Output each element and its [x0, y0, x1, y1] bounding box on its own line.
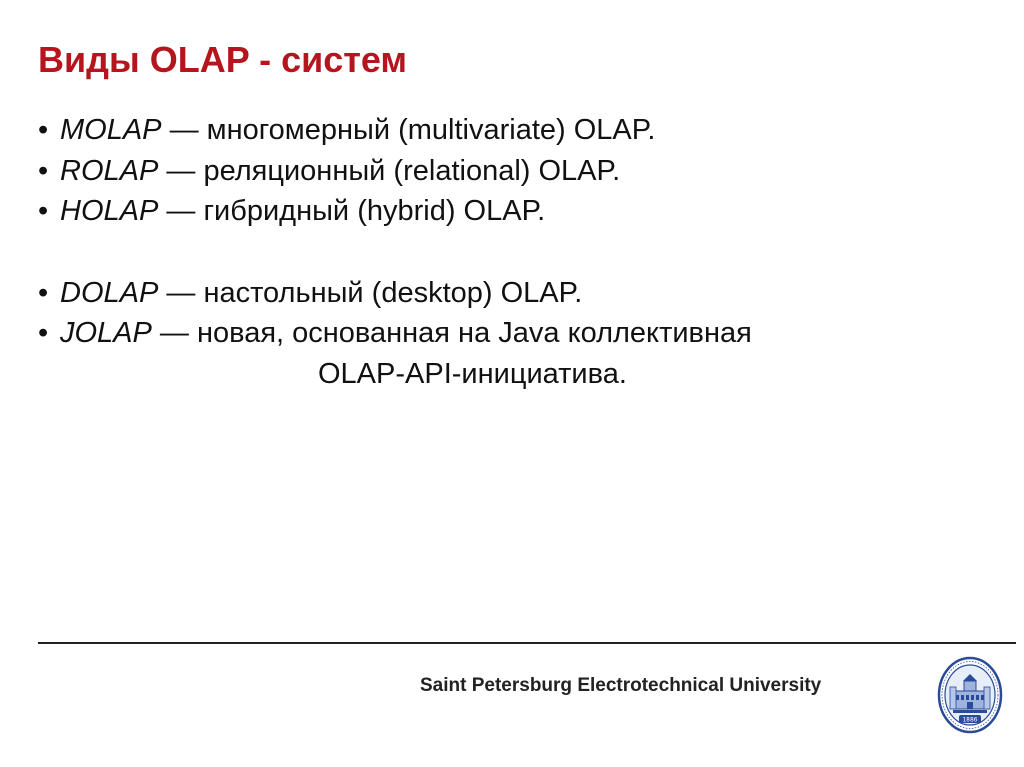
bullet-term: JOLAP — [60, 317, 152, 349]
bullet-text: — настольный (desktop) OLAP. — [158, 276, 583, 309]
bullet-item-dolap — [38, 273, 998, 314]
bullet-symbol: • — [38, 154, 49, 187]
bullet-item-molap — [38, 110, 998, 151]
logo-year: 1886 — [962, 716, 978, 724]
bullet-item-jolap — [38, 313, 998, 354]
bullet-text: — новая, основанная на Java коллективная — [151, 317, 752, 349]
bullet-text: — гибридный (hybrid) OLAP. — [158, 195, 546, 227]
bullet-item-holap — [38, 191, 998, 232]
university-seal-icon — [937, 655, 1003, 735]
slide-title: Виды OLAP - систем — [38, 39, 408, 80]
bullet-symbol: • — [38, 114, 49, 146]
bullet-text: — многомерный (multivariate) OLAP. — [161, 114, 656, 146]
bullet-symbol: • — [38, 317, 49, 349]
bullet-term: DOLAP — [60, 276, 159, 309]
bullet-term: HOLAP — [60, 195, 159, 227]
bullet-symbol: • — [38, 195, 49, 227]
bullet-term: ROLAP — [60, 154, 159, 187]
bullet-text: — реляционный (relational) OLAP. — [158, 154, 621, 187]
footer-divider — [38, 642, 1016, 644]
bullet-continuation: OLAP-API-инициатива. — [318, 357, 627, 390]
bullet-symbol: • — [38, 276, 49, 309]
bullet-term: MOLAP — [60, 114, 162, 146]
footer-university-name: Saint Petersburg Electrotechnical University — [420, 675, 822, 696]
bullet-list — [38, 110, 998, 394]
bullet-item-rolap — [38, 151, 998, 192]
bullet-spacer — [38, 232, 998, 273]
